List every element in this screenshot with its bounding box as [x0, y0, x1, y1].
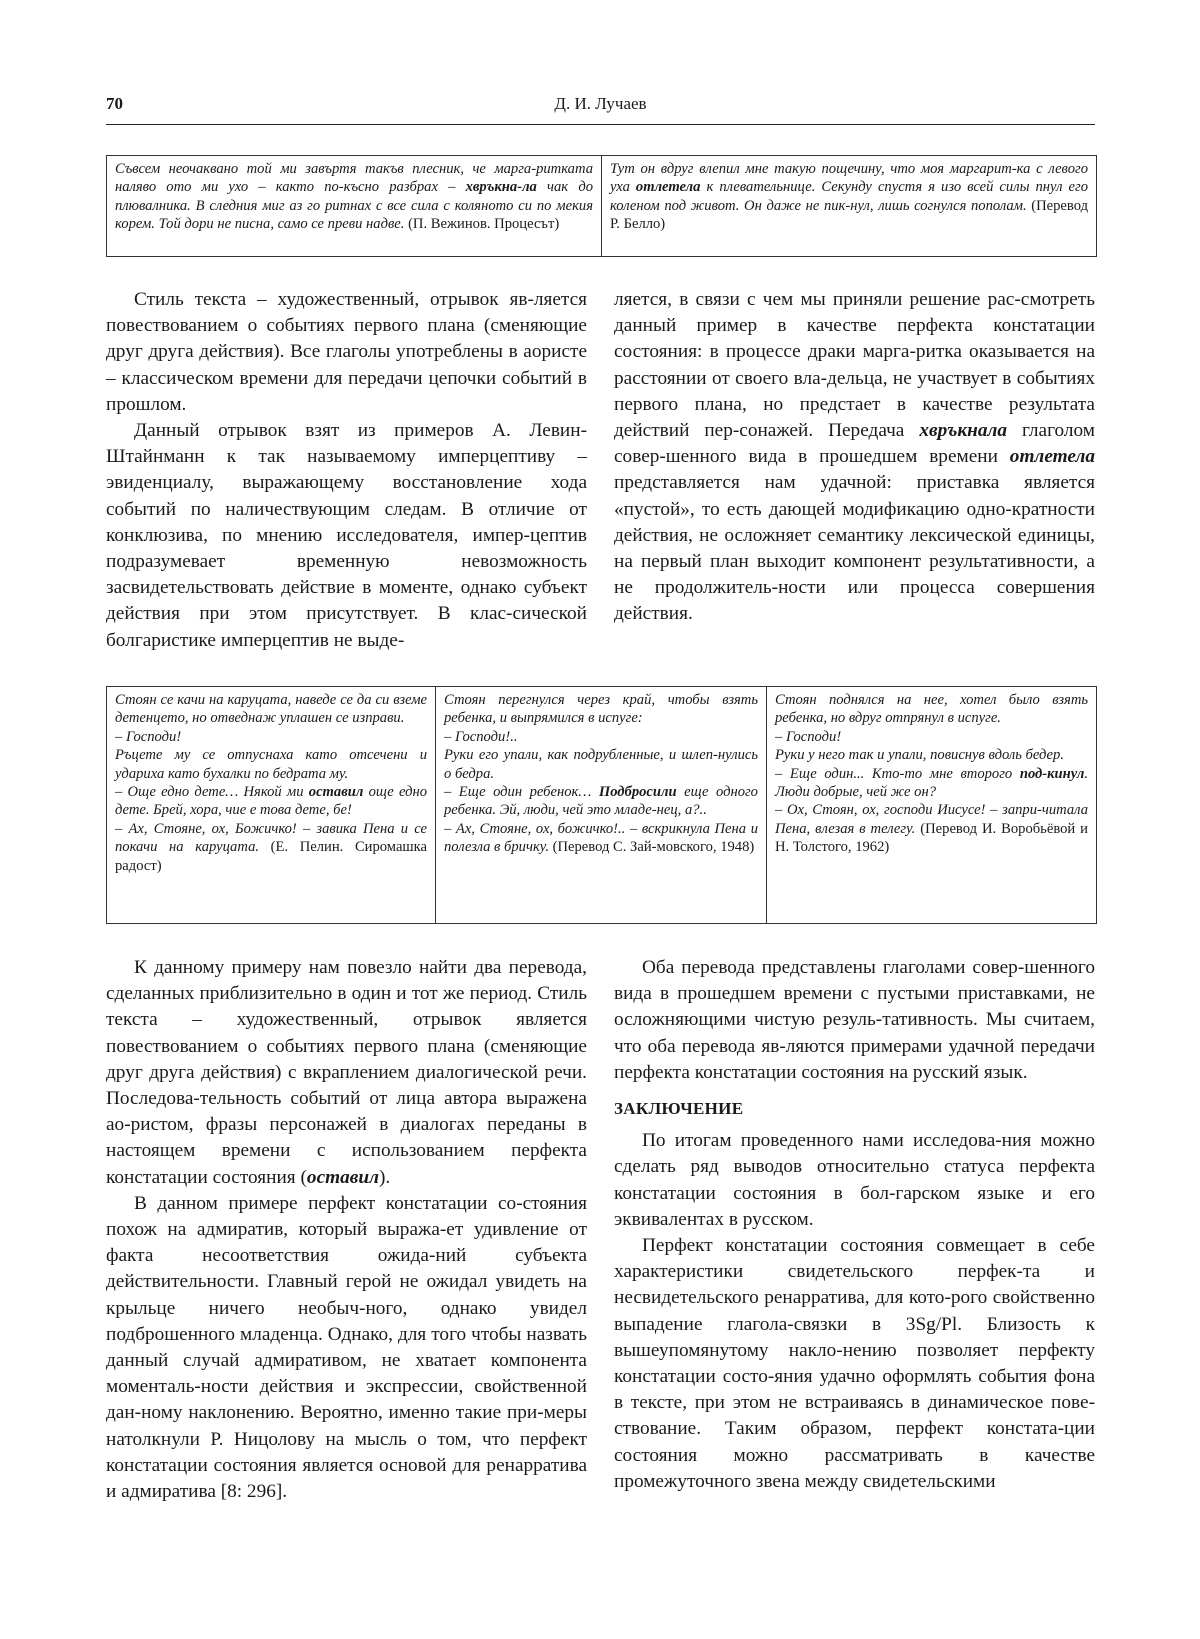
example-line: [115, 783, 427, 820]
section-heading: ЗАКЛЮЧЕНИЕ: [614, 1099, 744, 1119]
text-run: еще одного ребенка. Эй, люди, чей это младе-нец, а?..: [444, 784, 758, 819]
example-line: Руки у него так и упали, повиснув вдоль бедер.: [775, 747, 1064, 764]
example-line: [775, 765, 1088, 802]
highlighted-verb: оставил: [308, 784, 364, 801]
example1-bulgarian-cell: [107, 156, 602, 257]
highlighted-verb: под-кинул: [1019, 765, 1085, 782]
example-line: Ръцете му се отпуснаха като отсечени и удариха като бухалки по бедрата му.: [115, 747, 427, 782]
text-run: ляется, в связи с чем мы приняли решение рас-смотреть данный пример в качестве перфекта констатации состояния: в процессе драки марга-ритка оказывается на расстоянии от своего вла-дельца, не участвует в событиях первого плана, но предстает в качестве результата действий пер-сонажей. Передача: [614, 289, 1095, 442]
example1-russian-cell: [602, 156, 1097, 257]
text-run: още едно дете. Брей, хора, чие е това дете, бе!: [115, 784, 427, 819]
page-header: [106, 94, 1095, 125]
highlighted-verb: отлетела: [635, 179, 701, 196]
text-run: К данному примеру нам повезло найти два перевода, сделанных приблизительно в один и тот же период. Стиль текста – художественный, отрывок является повествованием о событиях первого плана (сменяющие друг друга действия) с вкраплением диалогической речи. Последова-тельность событий от лица автора выражена ао-ристом, фразы персонажей в диалогах переданы в настоящем времени с использованием перфекта констатации состояния (: [106, 957, 587, 1188]
example-line: Руки его упали, как подрубленные, и шлеп-нулись о бедра.: [444, 747, 758, 782]
example-table-2: [106, 686, 1097, 924]
paragraph: [106, 955, 587, 1191]
page-number: 70: [106, 94, 123, 113]
example-table-1: [106, 155, 1097, 257]
example-source: (П. Вежинов. Процесът): [404, 216, 560, 233]
example2-russian-cell-1: [436, 687, 767, 924]
highlighted-verb: отлетела: [1009, 446, 1095, 468]
running-head: Д. И. Лучаев: [554, 94, 647, 113]
text-column-left-1: [106, 287, 587, 654]
table-row: [107, 687, 1097, 924]
text-run: представляется нам удачной: приставка является «пустой», то есть дающей модификацию одно-кратности действия, не осложняет семантику лексической единицы, на первый план выходит компонент результативности, а не продолжитель-ности или процесса совершения действия.: [614, 472, 1095, 625]
paragraph: [614, 287, 1095, 628]
highlighted-verb: хвръкна-ла: [465, 179, 537, 196]
example-source: (Перевод С. Зай-мовского, 1948): [548, 839, 755, 856]
text-run: – Ах, Стояне, ох, божичко!.. – вскрикнула Пена и полезла в бричку.: [444, 820, 758, 856]
example2-russian-cell-2: [767, 687, 1097, 924]
example-source: (Е. Пелин. Сиромашка радост): [115, 839, 428, 874]
text-run: – Ох, Стоян, ох, господи Иисусе! – запри-читала Пена, влезая в телегу.: [775, 802, 1088, 837]
paragraph: В данном примере перфект констатации со-стояния похож на адмиратив, который выража-ет удивление от факта несоответствия ожида-ний субъекта действительности. Главный герой не ожидал увидеть на крыльце ничего необыч-ного, однако увидел подброшенного младенца. Однако, для того чтобы назвать данный случай адмиративом, не хватает компонента моменталь-ности действия и экспрессии, свойственной дан-ному наклонению. Вероятно, именно такие при-меры натолкнули Р. Ницолову на мысль о том, что перфект констатации состояния является основой для ренарратива и адмиратива [8: 296].: [106, 1192, 587, 1503]
example-line: [115, 820, 427, 875]
paragraph: По итогам проведенного нами исследова-ния можно сделать ряд выводов относительно статуса перфекта констатации состояния в бол-гарском языке и его эквивалентах в русском.: [614, 1130, 1095, 1230]
example-text: к плевательнице. Секунду спустя я изо всей силы пнул его коленом под живот. Он даже не пик-нул, лишь согнулся пополам.: [610, 179, 1089, 214]
text-run: – Еще один ребенок…: [444, 784, 599, 801]
example-line: [444, 783, 758, 820]
text-column-right-2: [614, 955, 1095, 1495]
highlighted-verb: хвръкнала: [919, 420, 1008, 442]
example2-bulgarian-cell: [107, 687, 436, 924]
example-line: – Господи!: [775, 728, 842, 745]
example-source: (Перевод И. Воробьёвой и Н. Толстого, 1962): [775, 820, 1088, 856]
text-run: – Еще один... Кто-то мне второго: [775, 765, 1020, 782]
example-line: Стоян се качи на каруцата, наведе се да си вземе детенцето, но отведнаж уплашен се изправи.: [115, 692, 427, 727]
highlighted-verb: оставил: [306, 1166, 379, 1188]
text-run: – Ах, Стояне, ох, Божичко! – завика Пена и се покачи на каруцата.: [115, 820, 427, 856]
text-run: – Още едно дете… Някой ми: [115, 784, 309, 801]
text-column-left-2: [106, 955, 587, 1505]
example-text: Тут он вдруг влепил мне такую пощечину, что моя маргарит-ка с левого уха: [610, 161, 1088, 196]
example-line: [444, 820, 758, 857]
example-text: Съвсем неочаквано той ми завъртя такъв плесник, че марга-ритката наляво ото ми ухо – както по-късно разбрах –: [115, 161, 593, 196]
example-line: – Господи!: [115, 728, 182, 745]
table-row: [107, 156, 1097, 257]
text-run: ).: [379, 1166, 391, 1188]
example-text: чак до плювалника. В следния миг аз го ритнах с все сила с коляното си по мекия корем. Той дори не писна, само се преви надве.: [115, 179, 593, 233]
example-line: – Господи!..: [444, 728, 518, 745]
paragraph: Стиль текста – художественный, отрывок яв-ляется повествованием о событиях первого плана (сменяющие друг друга действия). Все глаголы употреблены в аористе – классическом времени для передачи цепочки событий в прошлом.: [106, 289, 587, 415]
text-run: глаголом совер-шенного вида в прошедшем времени: [614, 420, 1095, 468]
text-run: . Люди добрые, чей же он?: [775, 765, 1088, 801]
text-column-right-1: [614, 287, 1095, 628]
paragraph: Оба перевода представлены глаголами совер-шенного вида в прошедшем времени с пустыми приставками, не осложняющими чистую резуль-тативность. Мы считаем, что оба перевода яв-ляются примерами удачной передачи перфекта констатации состояния на русский язык.: [614, 957, 1095, 1083]
paragraph: Данный отрывок взят из примеров А. Левин-Штайнманн к так называемому имперцептиву – эвиденциалу, выражающему восстановление хода событий по наличествующим следам. В отличие от конклюзива, по мнению исследователя, импер-цептив подразумевает временную невозможность засвидетельствовать действие в моменте, однако субъект действия при этом присутствует. В клас-сической болгаристике имперцептив не выде-: [106, 420, 587, 651]
paragraph: Перфект констатации состояния совмещает в себе характеристики свидетельского перфек-та и несвидетельского ренарратива, для кото-рого свойственно выпадение глагола-связки в 3Sg/Pl. Близость к вышеупомянутому накло-нению позволяет перфекту констатации состо-яния удачно оформлять события фона в тексте, при этом не встраиваясь в динамическое пове-ствование. Таким образом, перфект констата-ции состояния можно рассматривать в качестве промежуточного звена между свидетельскими: [614, 1235, 1095, 1492]
example-line: [775, 801, 1088, 856]
highlighted-verb: Подбросили: [598, 784, 677, 801]
example-source: (Перевод Р. Белло): [610, 197, 1088, 233]
example-line: Стоян поднялся на нее, хотел было взять ребенка, но вдруг отпрянул в испуге.: [775, 692, 1088, 727]
example-line: Стоян перегнулся через край, чтобы взять ребенка, и выпрямился в испуге:: [444, 692, 758, 727]
